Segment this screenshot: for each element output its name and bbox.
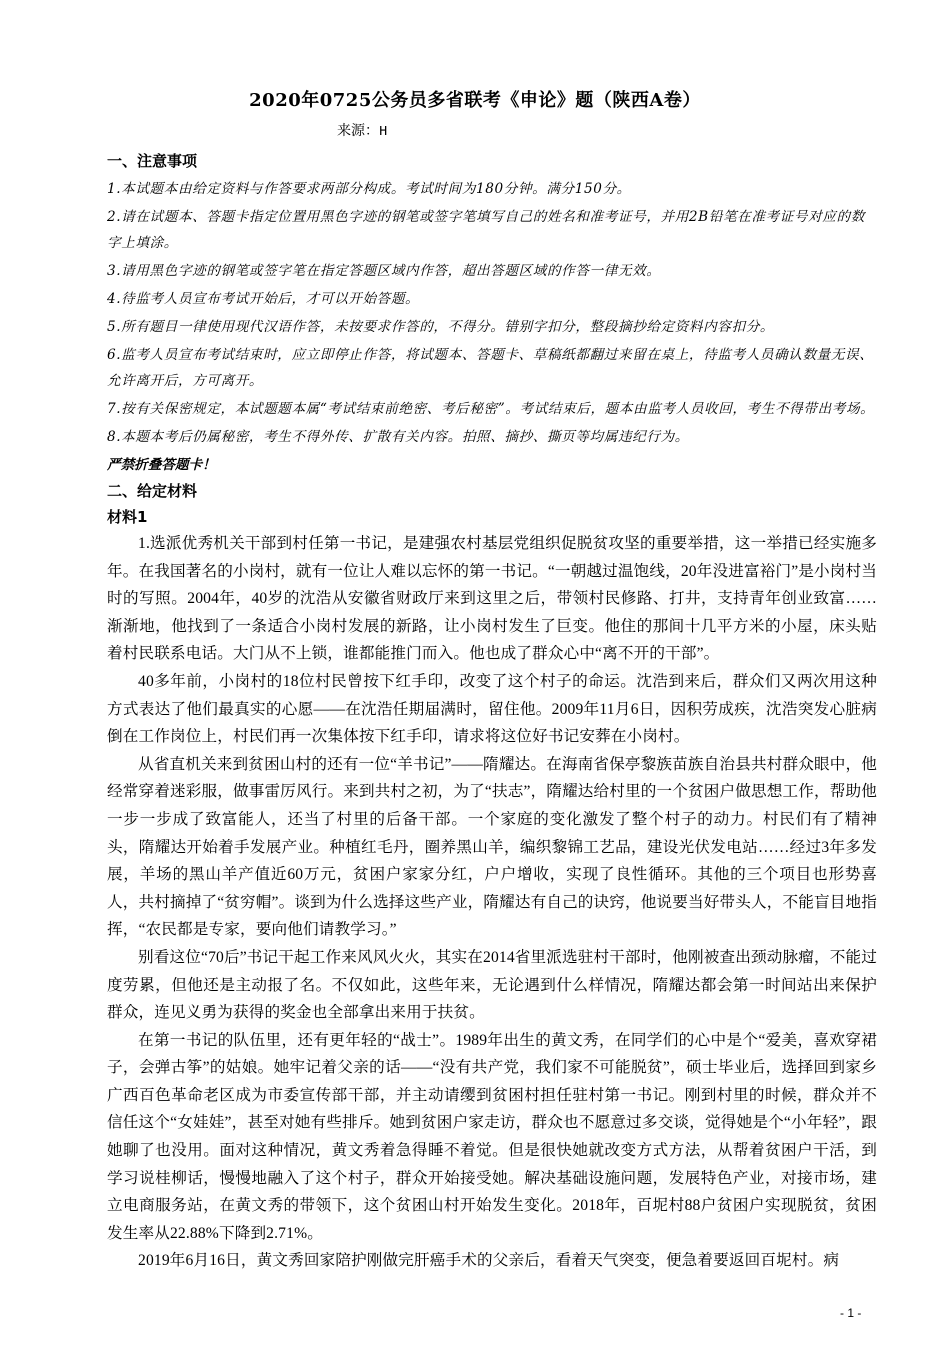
material-paragraph: 别看这位“70后”书记干起工作来风风火火，其实在2014省里派选驻村干部时，他刚被查出颈动脉瘤，不能过度劳累，但他还是主动报了名。不仅如此，这些年来，无论遇到什么样情况，隋耀达都会第一时间站出来保护群众，连见义勇为获得的奖金也全部拿出来用于扶贫。	[107, 948, 877, 1022]
material-heading: 材料1	[107, 508, 148, 526]
material-paragraph: 1.选派优秀机关干部到村任第一书记，是建强农村基层党组织促脱贫攻坚的重要举措，这一举措已经实施多年。在我国著名的小岗村，就有一位让人难以忘怀的第一书记。“一朝越过温饱线，20年没进富裕门”是小岗村当时的写照。2004年，40岁的沈浩从安徽省财政厅来到这里之后，带领村民修路、打井，支持青年创业致富……渐渐地，他找到了一条适合小岗村发展的新路，让小岗村发生了巨变。他住的那间十几平方米的小屋，床头贴着村民联系电话。大门从不上锁，谁都能推门而入。他也成了群众心中“离不开的干部”。	[107, 535, 877, 663]
material-paragraph: 40多年前，小岗村的18位村民曾按下红手印，改变了这个村子的命运。沈浩到来后，群众们又两次用这种方式表达了他们最真实的心愿——在沈浩任期届满时，留住他。2009年11月6日，因积劳成疾，沈浩突发心脏病倒在工作岗位上，村民们再一次集体按下红手印，请求将这位好书记安葬在小岗村。	[107, 672, 877, 746]
material-paragraph: 2019年6月16日，黄文秀回家陪护刚做完肝癌手术的父亲后，看着天气突变，便急着要返回百坭村。病	[138, 1252, 840, 1270]
notice-item: 8.本题本考后仍属秘密，考生不得外传、扩散有关内容。拍照、摘抄、撕页等均属违纪行为。	[107, 429, 689, 445]
section-heading-notices: 一、注意事项	[107, 152, 198, 170]
material-paragraph: 从省直机关来到贫困山村的还有一位“羊书记”——隋耀达。在海南省保亭黎族苗族自治县共村群众眼中，他经常穿着迷彩服，做事雷厉风行。来到共村之初，为了“扶志”，隋耀达给村里的一个贫困户做思想工作，帮助他一步一步成了致富能人，还当了村里的后备干部。一个家庭的变化激发了整个村子的动力。村民们有了精神头，隋耀达开始着手发展产业。种植红毛丹，圈养黑山羊，编织黎锦工艺品，建设光伏发电站……经过3年多发展，羊场的黑山羊产值近60万元，贫困户家家分红，户户增收，实现了良性循环。其他的三个项目也形势喜人，共村摘掉了“贫穷帽”。谈到为什么选择这些产业，隋耀达有自己的诀窍，他说要当好带头人，不能盲目地指挥，“农民都是专家，要向他们请教学习。”	[107, 755, 877, 939]
notice-item: 4.待监考人员宣布考试开始后，才可以开始答题。	[107, 291, 420, 307]
material-paragraph: 在第一书记的队伍里，还有更年轻的“战士”。1989年出生的黄文秀，在同学们的心中是个“爱美，喜欢穿裙子，会弹古筝”的姑娘。她牢记着父亲的话——“没有共产党，我们家不可能脱贫”，硕士毕业后，选择回到家乡广西百色革命老区成为市委宣传部干部，并主动请缨到贫困村担任驻村第一书记。刚到村里的时候，群众并不信任这个“女娃娃”，甚至对她有些排斥。她到贫困户家走访，群众也不愿意过多交谈，觉得她是个“小年轻”，跟她聊了也没用。面对这种情况，黄文秀着急得睡不着觉。但是很快她就改变方式方法，从帮着贫困户干活，到学习说桂柳话，慢慢地融入了这个村子，群众开始接受她。解决基础设施问题，发展特色产业，对接市场，建立电商服务站，在黄文秀的带领下，这个贫困山村开始发生变化。2018年，百坭村88户贫困户实现脱贫，贫困发生率从22.88%下降到2.71%。	[107, 1031, 877, 1242]
page-number: - 1 -	[840, 1306, 862, 1320]
section-heading-materials: 二、给定材料	[107, 482, 198, 500]
notice-item: 5.所有题目一律使用现代汉语作答，未按要求作答的，不得分。错别字扣分，整段摘抄给定资料内容扣分。	[107, 319, 775, 335]
document-title: 2020年0725公务员多省联考《申论》题（陕西A卷）	[249, 90, 701, 111]
notice-item: 7.按有关保密规定，本试题题本属“考试结束前绝密、考后秘密”。考试结束后，题本由监考人员收回，考生不得带出考场。	[107, 401, 875, 417]
document-body	[107, 148, 877, 1275]
notice-item: 3.请用黑色字迹的钢笔或签字笔在指定答题区域内作答，超出答题区域的作答一律无效。	[107, 263, 661, 279]
notice-item: 1.本试题本由给定资料与作答要求两部分构成。考试时间为180分钟。满分150分。	[107, 181, 631, 197]
notice-item: 6.监考人员宣布考试结束时，应立即停止作答，将试题本、答题卡、草稿纸都翻过来留在桌上，待监考人员确认数量无误、允许离开后，方可离开。	[107, 347, 874, 389]
source-line: 来源：H	[337, 124, 388, 140]
notice-item: 2.请在试题本、答题卡指定位置用黑色字迹的钢笔或签字笔填写自己的姓名和准考证号，并用2B铅笔在准考证号对应的数字上填涂。	[107, 209, 865, 251]
warning-text: 严禁折叠答题卡！	[107, 457, 216, 473]
